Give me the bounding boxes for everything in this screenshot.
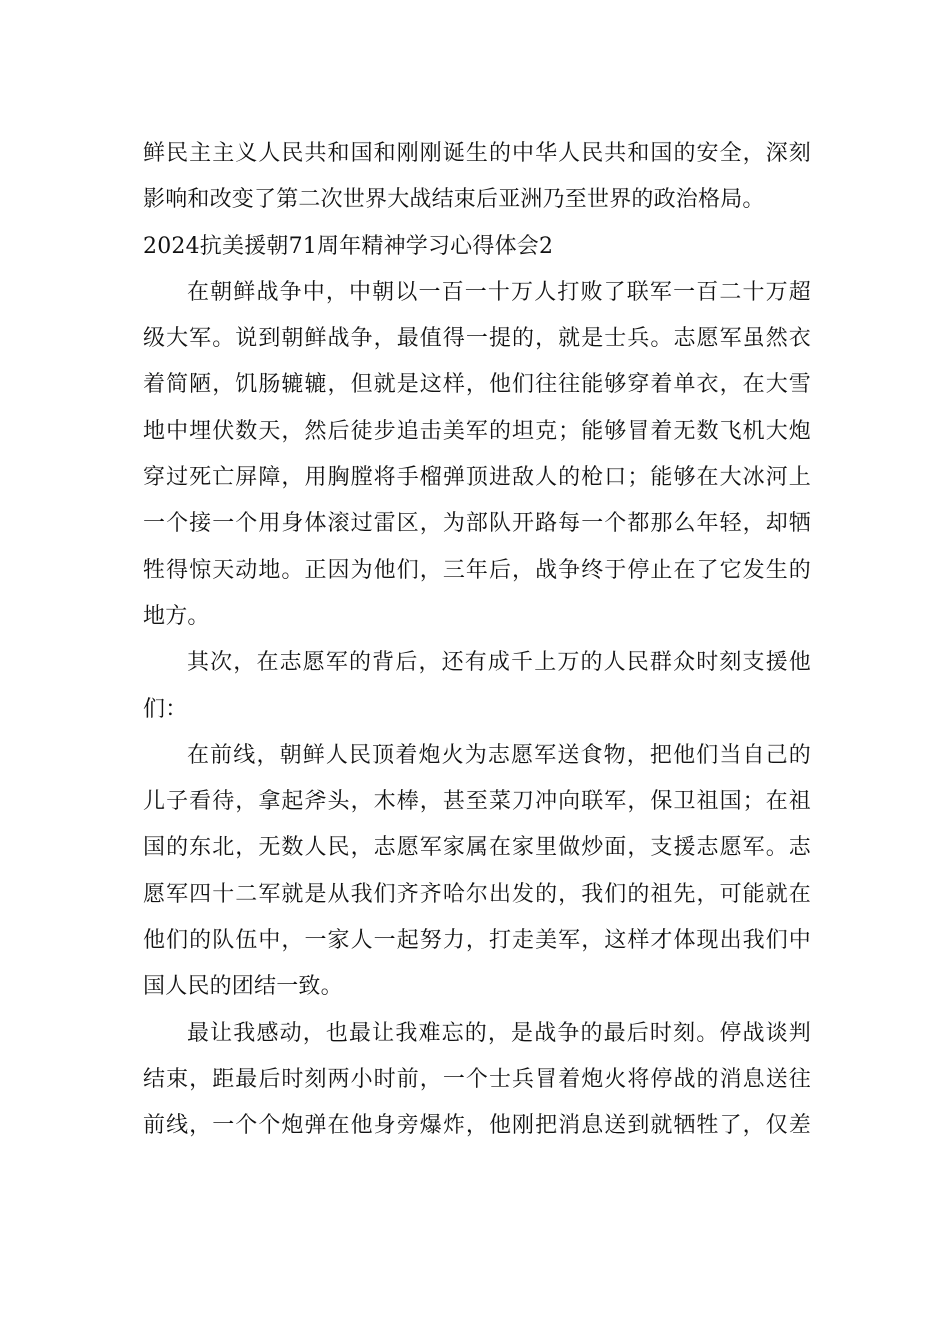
text-line: 影响和改变了第二次世界大战结束后亚洲乃至世界的政治格局。 <box>143 187 765 213</box>
text-line: 在朝鲜战争中，中朝以一百一十万人打败了联军一百二十万超 <box>187 279 811 305</box>
text-line: 最让我感动，也最让我难忘的，是战争的最后时刻。停战谈判 <box>187 1020 811 1046</box>
text-line: 级大军。说到朝鲜战争，最值得一提的，就是士兵。志愿军虽然衣 <box>143 326 811 352</box>
text-line: 愿军四十二军就是从我们齐齐哈尔出发的，我们的祖先，可能就在 <box>143 881 811 907</box>
section-heading: 2024抗美援朝71周年精神学习心得体会2 <box>143 233 554 259</box>
text-line: 鲜民主主义人民共和国和刚刚诞生的中华人民共和国的安全，深刻 <box>143 141 811 166</box>
document-body <box>143 131 811 1150</box>
paragraph <box>143 733 811 1011</box>
text-line: 国人民的团结一致。 <box>143 974 343 1000</box>
text-line: 们： <box>143 696 188 722</box>
text-line: 地方。 <box>143 603 210 629</box>
text-line: 其次，在志愿军的背后，还有成千上万的人民群众时刻支援他 <box>187 650 811 676</box>
paragraph <box>143 270 811 640</box>
text-line: 穿过死亡屏障，用胸膛将手榴弹顶进敌人的枪口；能够在大冰河上 <box>143 465 811 491</box>
text-line: 前线，一个个炮弹在他身旁爆炸，他刚把消息送到就牺牲了，仅差 <box>143 1113 811 1139</box>
text-line: 一个接一个用身体滚过雷区，为部队开路每一个都那么年轻，却牺 <box>143 511 811 537</box>
text-line: 儿子看待，拿起斧头，木棒，甚至菜刀冲向联军，保卫祖国；在祖 <box>143 789 811 815</box>
text-line: 国的东北，无数人民，志愿军家属在家里做炒面，支援志愿军。志 <box>143 835 811 861</box>
text-line: 在前线，朝鲜人民顶着炮火为志愿军送食物，把他们当自己的 <box>187 742 811 768</box>
text-line: 结束，距最后时刻两小时前，一个士兵冒着炮火将停战的消息送往 <box>143 1066 811 1092</box>
text-line: 着简陋，饥肠辘辘，但就是这样，他们往往能够穿着单衣，在大雪 <box>143 372 811 398</box>
text-line: 牲得惊天动地。正因为他们，三年后，战争终于停止在了它发生的 <box>143 557 811 583</box>
paragraph-continuation <box>143 131 811 224</box>
text-line: 地中埋伏数天，然后徒步追击美军的坦克；能够冒着无数飞机大炮 <box>143 418 811 444</box>
paragraph <box>143 640 811 733</box>
text-line: 他们的队伍中，一家人一起努力，打走美军，这样才体现出我们中 <box>143 928 811 954</box>
paragraph <box>143 1011 811 1150</box>
